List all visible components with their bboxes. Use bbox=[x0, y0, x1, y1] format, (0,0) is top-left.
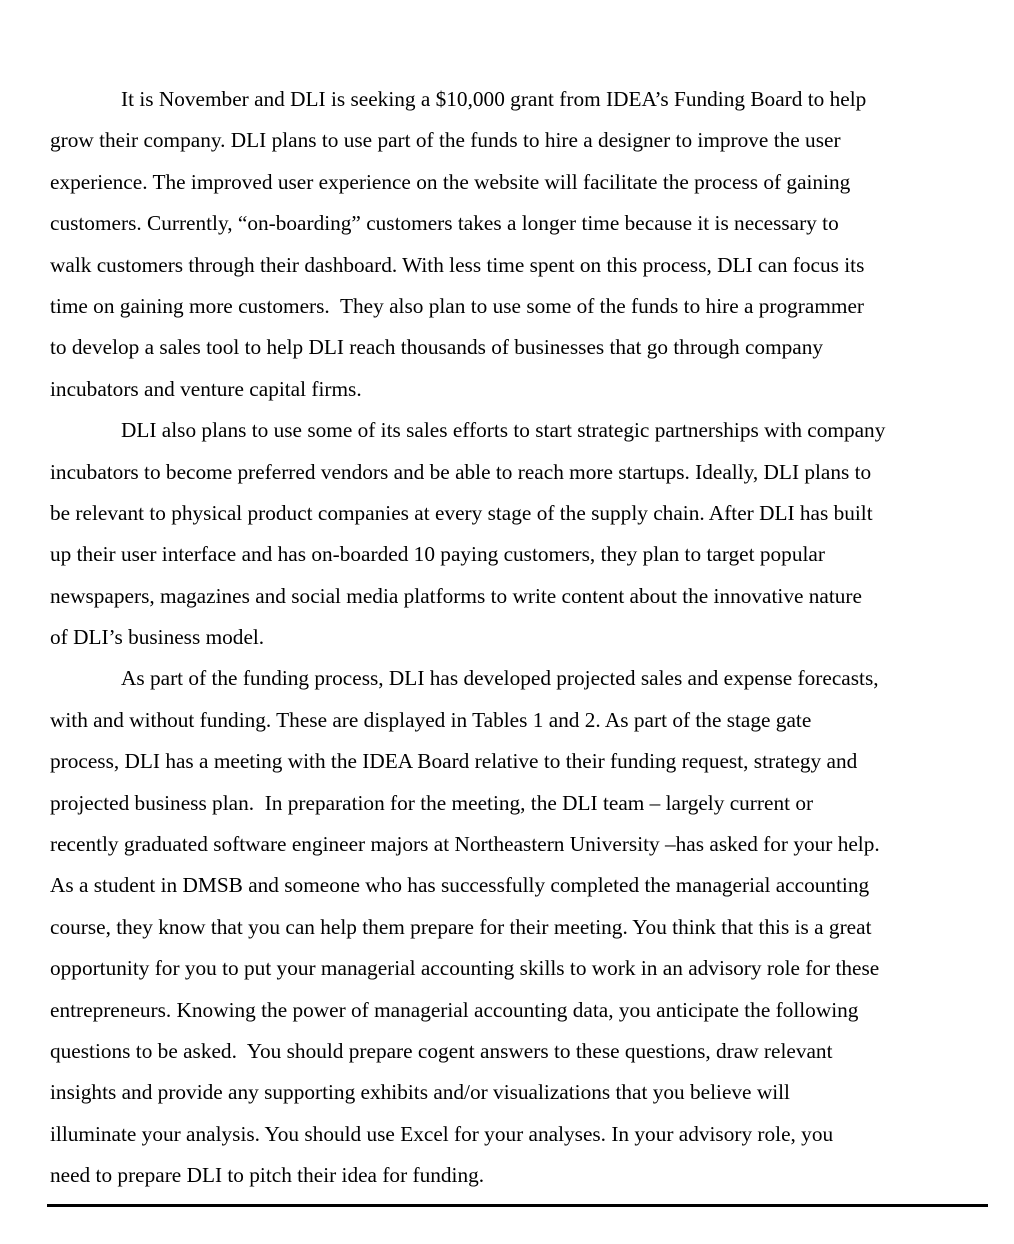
paragraph-line: course, they know that you can help them prepare for their meeting. You think that this is a great bbox=[50, 914, 872, 939]
bottom-divider-rule bbox=[47, 1204, 988, 1207]
paragraph-line: experience. The improved user experience on the website will facilitate the process of gaining bbox=[50, 169, 851, 194]
paragraph-3 bbox=[50, 658, 990, 1196]
paragraph-line: walk customers through their dashboard. With less time spent on this process, DLI can focus its bbox=[50, 252, 865, 277]
paragraph-line: incubators and venture capital firms. bbox=[50, 376, 362, 401]
paragraph-1 bbox=[50, 79, 990, 410]
paragraph-line: opportunity for you to put your managerial accounting skills to work in an advisory role for these bbox=[50, 956, 880, 981]
paragraph-line: newspapers, magazines and social media platforms to write content about the innovative nature bbox=[50, 583, 862, 608]
paragraph-line: questions to be asked. You should prepare cogent answers to these questions, draw relevant bbox=[50, 1038, 833, 1063]
paragraph-line: need to prepare DLI to pitch their idea for funding. bbox=[50, 1163, 485, 1188]
paragraph-line: grow their company. DLI plans to use part of the funds to hire a designer to improve the user bbox=[50, 128, 841, 153]
paragraph-line: illuminate your analysis. You should use Excel for your analyses. In your advisory role, you bbox=[50, 1121, 834, 1146]
paragraph-line: As a student in DMSB and someone who has successfully completed the managerial accounting bbox=[50, 873, 870, 898]
paragraph-line: incubators to become preferred vendors and be able to reach more startups. Ideally, DLI plans to bbox=[50, 459, 872, 484]
paragraph-line: DLI also plans to use some of its sales efforts to start strategic partnerships with company bbox=[121, 418, 886, 443]
paragraph-line: projected business plan. In preparation for the meeting, the DLI team – largely current or bbox=[50, 790, 814, 815]
paragraph-line: time on gaining more customers. They also plan to use some of the funds to hire a programmer bbox=[50, 293, 865, 318]
paragraph-line: with and without funding. These are displayed in Tables 1 and 2. As part of the stage gate bbox=[50, 707, 812, 732]
paragraph-2 bbox=[50, 410, 990, 658]
paragraph-line: process, DLI has a meeting with the IDEA Board relative to their funding request, strategy and bbox=[50, 749, 858, 774]
document-body bbox=[50, 79, 990, 1197]
paragraph-line: of DLI’s business model. bbox=[50, 625, 265, 650]
paragraph-line: be relevant to physical product companies at every stage of the supply chain. After DLI has built bbox=[50, 500, 873, 525]
paragraph-line: up their user interface and has on-boarded 10 paying customers, they plan to target popular bbox=[50, 542, 825, 567]
paragraph-line: customers. Currently, “on-boarding” customers takes a longer time because it is necessary to bbox=[50, 211, 839, 236]
paragraph-line: to develop a sales tool to help DLI reach thousands of businesses that go through company bbox=[50, 335, 824, 360]
paragraph-line: recently graduated software engineer majors at Northeastern University –has asked for your help. bbox=[50, 832, 880, 857]
paragraph-line: It is November and DLI is seeking a $10,000 grant from IDEA’s Funding Board to help bbox=[121, 87, 867, 111]
paragraph-line: As part of the funding process, DLI has developed projected sales and expense forecasts, bbox=[121, 666, 879, 691]
paragraph-line: insights and provide any supporting exhibits and/or visualizations that you believe will bbox=[50, 1080, 790, 1105]
paragraph-line: entrepreneurs. Knowing the power of managerial accounting data, you anticipate the following bbox=[50, 997, 859, 1022]
